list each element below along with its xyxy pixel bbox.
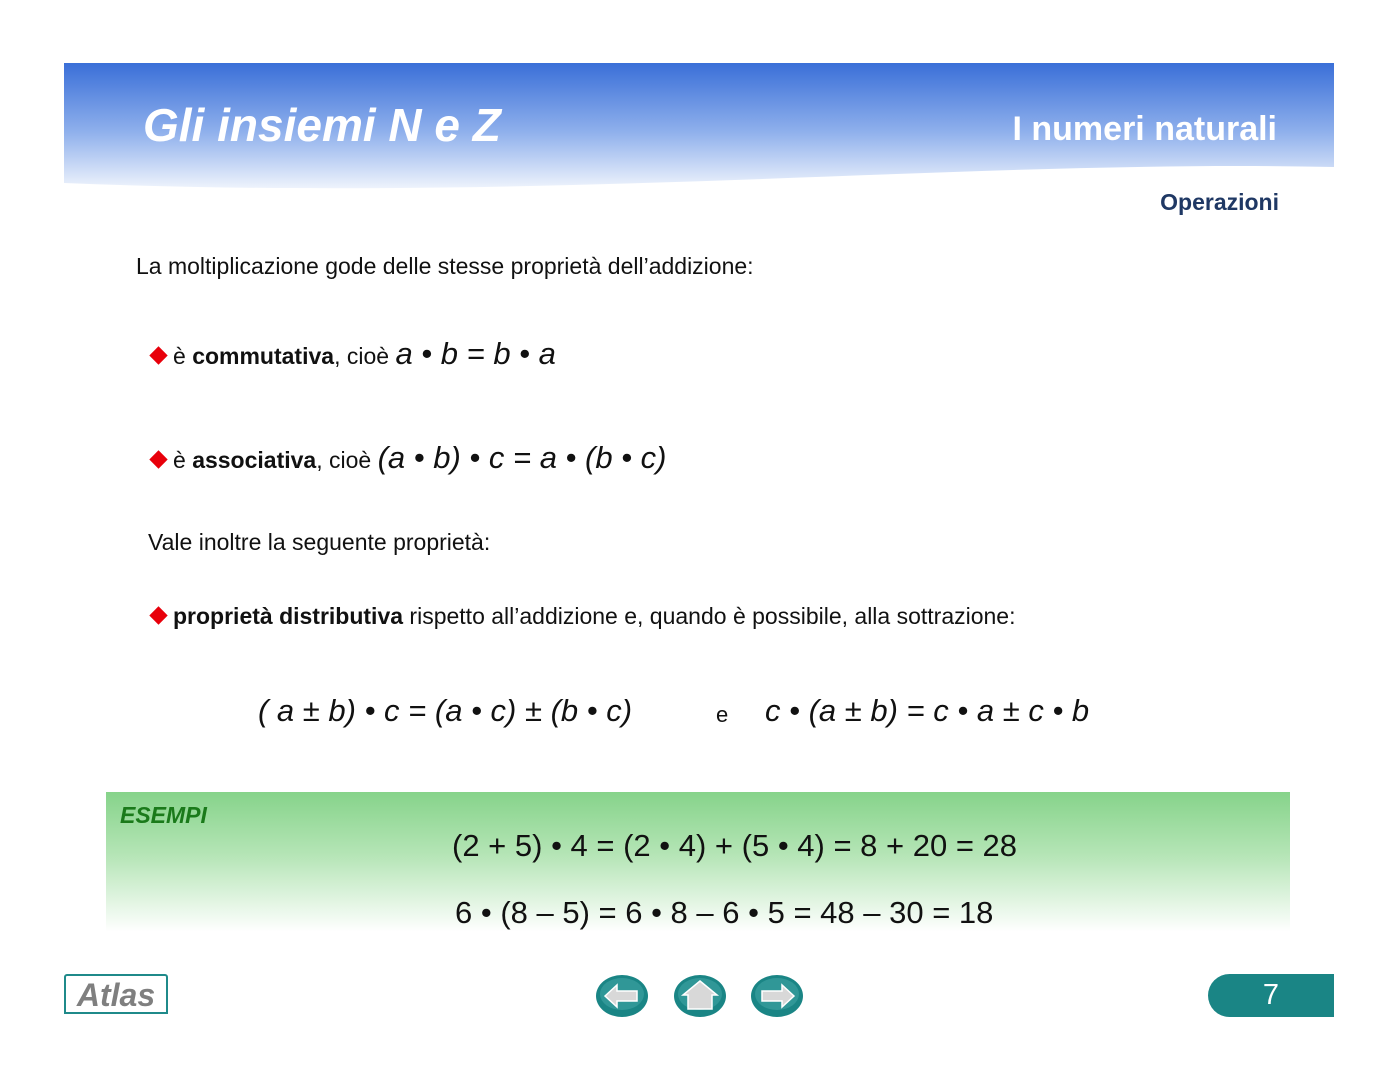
page-title: Gli insiemi N e Z <box>143 99 501 151</box>
property-distributive <box>148 603 1016 630</box>
atlas-logo: Atlas <box>64 974 168 1014</box>
property-associative <box>148 440 667 476</box>
diamond-bullet-icon <box>149 606 167 624</box>
page-number: 7 <box>1208 974 1334 1017</box>
arrow-right-icon <box>750 973 804 1019</box>
example-line: (2 + 5) • 4 = (2 • 4) + (5 • 4) = 8 + 20 = 28 <box>452 828 1018 863</box>
intro-text: La moltiplicazione gode delle stesse proprietà dell’addizione: <box>136 253 754 279</box>
diamond-bullet-icon <box>149 346 167 364</box>
subsection-title: Operazioni <box>1160 189 1279 215</box>
examples-label: ESEMPI <box>120 802 207 828</box>
home-button[interactable] <box>673 973 727 1019</box>
examples-box <box>106 792 1290 932</box>
property-formula: (a • b) • c = a • (b • c) <box>377 440 667 475</box>
example-line: 6 • (8 – 5) = 6 • 8 – 6 • 5 = 48 – 30 = 18 <box>455 895 994 930</box>
property-prefix: è <box>173 447 193 473</box>
extra-intro-text: Vale inoltre la seguente proprietà: <box>148 529 491 555</box>
property-formula: a • b = b • a <box>395 336 556 371</box>
back-button[interactable] <box>595 973 649 1019</box>
forward-button[interactable] <box>750 973 804 1019</box>
home-icon <box>673 973 727 1019</box>
formula-conjunction: e <box>716 702 729 727</box>
property-prefix: è <box>173 343 193 369</box>
distributive-formula-right: c • (a ± b) = c • a ± c • b <box>765 693 1090 728</box>
distributive-formula-left: ( a ± b) • c = (a • c) ± (b • c) <box>258 693 633 728</box>
property-name: proprietà distributiva <box>173 603 404 629</box>
property-description: rispetto all’addizione e, quando è possibile, alla sottrazione: <box>403 603 1016 629</box>
property-suffix: , cioè <box>334 343 396 369</box>
diamond-bullet-icon <box>149 450 167 468</box>
property-suffix: , cioè <box>316 447 378 473</box>
arrow-left-icon <box>595 973 649 1019</box>
property-commutative <box>148 336 556 372</box>
property-name: commutativa <box>192 343 335 369</box>
property-name: associativa <box>192 447 317 473</box>
section-title: I numeri naturali <box>1012 110 1277 148</box>
